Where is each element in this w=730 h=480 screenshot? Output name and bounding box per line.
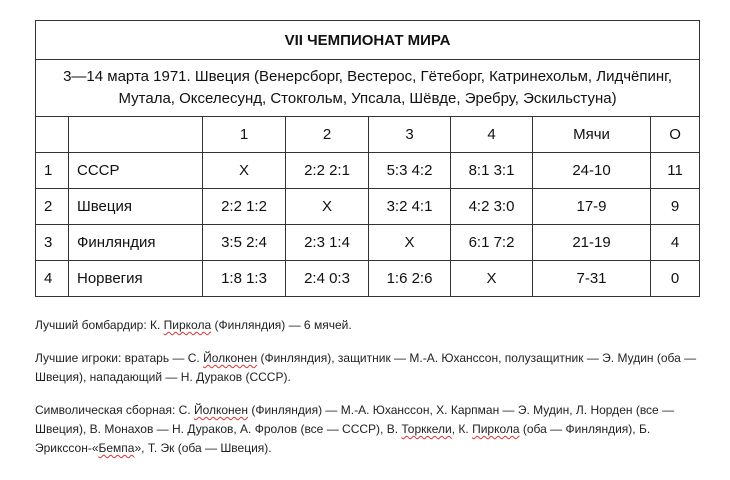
row-goals: 21-19 xyxy=(533,225,651,261)
note-text: (Финляндия) — 6 мячей. xyxy=(211,318,352,332)
championship-info: 3—14 марта 1971. Швеция (Венерсборг, Вестерос, Гётеборг, Катринехольм, Лидчёпинг, Мутала, Окселесунд, Стокгольм, Упсала, Шёвде, Эребру, Эскильстуна) xyxy=(36,60,700,117)
row-result-2: 2:3 1:4 xyxy=(286,225,369,261)
row-result-2: 2:2 2:1 xyxy=(286,153,369,189)
row-result-4: 4:2 3:0 xyxy=(451,189,533,225)
row-result-4: 6:1 7:2 xyxy=(451,225,533,261)
row-result-1: Х xyxy=(203,153,286,189)
header-vs-2: 2 xyxy=(286,117,369,153)
spellcheck-word[interactable]: Йолконен xyxy=(193,403,248,417)
row-points: 0 xyxy=(651,261,700,297)
row-goals: 24-10 xyxy=(533,153,651,189)
row-goals: 7-31 xyxy=(533,261,651,297)
table-row xyxy=(36,153,700,189)
spellcheck-word[interactable]: Торккели xyxy=(401,422,452,436)
note-text: Символическая сборная: С. xyxy=(35,403,194,417)
title-row xyxy=(36,21,700,60)
best-scorer-note xyxy=(35,316,700,335)
header-vs-4: 4 xyxy=(451,117,533,153)
row-team: Швеция xyxy=(69,189,203,225)
standings-table xyxy=(35,20,700,297)
table-row xyxy=(36,261,700,297)
table-row xyxy=(36,225,700,261)
spellcheck-word[interactable]: Пиркола xyxy=(163,318,212,332)
spellcheck-word[interactable]: Пиркола xyxy=(472,422,520,436)
header-row xyxy=(36,117,700,153)
row-team: Финляндия xyxy=(69,225,203,261)
row-result-4: Х xyxy=(451,261,533,297)
note-text: Лучший бомбардир: К. xyxy=(35,318,164,332)
header-pos xyxy=(36,117,69,153)
best-players-note xyxy=(35,349,700,387)
note-text: Лучшие игроки: вратарь — С. xyxy=(35,351,204,365)
notes-section xyxy=(35,316,700,472)
spellcheck-word[interactable]: Йолконен xyxy=(203,351,258,365)
row-points: 11 xyxy=(651,153,700,189)
row-pos: 3 xyxy=(36,225,69,261)
row-points: 9 xyxy=(651,189,700,225)
row-result-1: 1:8 1:3 xyxy=(203,261,286,297)
row-pos: 2 xyxy=(36,189,69,225)
row-result-3: 5:3 4:2 xyxy=(369,153,451,189)
header-points: О xyxy=(651,117,700,153)
table-row xyxy=(36,189,700,225)
spellcheck-word[interactable]: Бемпа xyxy=(98,441,135,455)
row-result-1: 3:5 2:4 xyxy=(203,225,286,261)
row-goals: 17-9 xyxy=(533,189,651,225)
note-text: », Т. Эк (оба — Швеция). xyxy=(134,441,272,455)
row-pos: 4 xyxy=(36,261,69,297)
header-vs-1: 1 xyxy=(203,117,286,153)
header-team xyxy=(69,117,203,153)
row-team: СССР xyxy=(69,153,203,189)
row-result-3: Х xyxy=(369,225,451,261)
row-result-2: Х xyxy=(286,189,369,225)
all-star-team-note xyxy=(35,401,700,458)
header-vs-3: 3 xyxy=(369,117,451,153)
row-result-2: 2:4 0:3 xyxy=(286,261,369,297)
championship-title: VII ЧЕМПИОНАТ МИРА xyxy=(36,21,700,60)
row-points: 4 xyxy=(651,225,700,261)
row-result-3: 3:2 4:1 xyxy=(369,189,451,225)
header-goals: Мячи xyxy=(533,117,651,153)
info-row xyxy=(36,60,700,117)
row-result-3: 1:6 2:6 xyxy=(369,261,451,297)
row-pos: 1 xyxy=(36,153,69,189)
note-text: , К. xyxy=(451,422,473,436)
row-result-1: 2:2 1:2 xyxy=(203,189,286,225)
note-text: (Финляндия), защитник — М.-А. Юханссон, полузащитник — Э. Мудин (оба — Швеция), нападающий — Н. Дураков (СССР). xyxy=(35,351,697,384)
row-team: Норвегия xyxy=(69,261,203,297)
row-result-4: 8:1 3:1 xyxy=(451,153,533,189)
note-text: (оба — Финляндия), Б. Эрикссон-« xyxy=(35,422,651,455)
note-text: (Финляндия) — М.-А. Юханссон, Х. Карпман — Э. Мудин, Л. Норден (все — Швеция), В. Монахов — Н. Дураков, А. Фролов (все — СССР), В. xyxy=(35,403,675,436)
